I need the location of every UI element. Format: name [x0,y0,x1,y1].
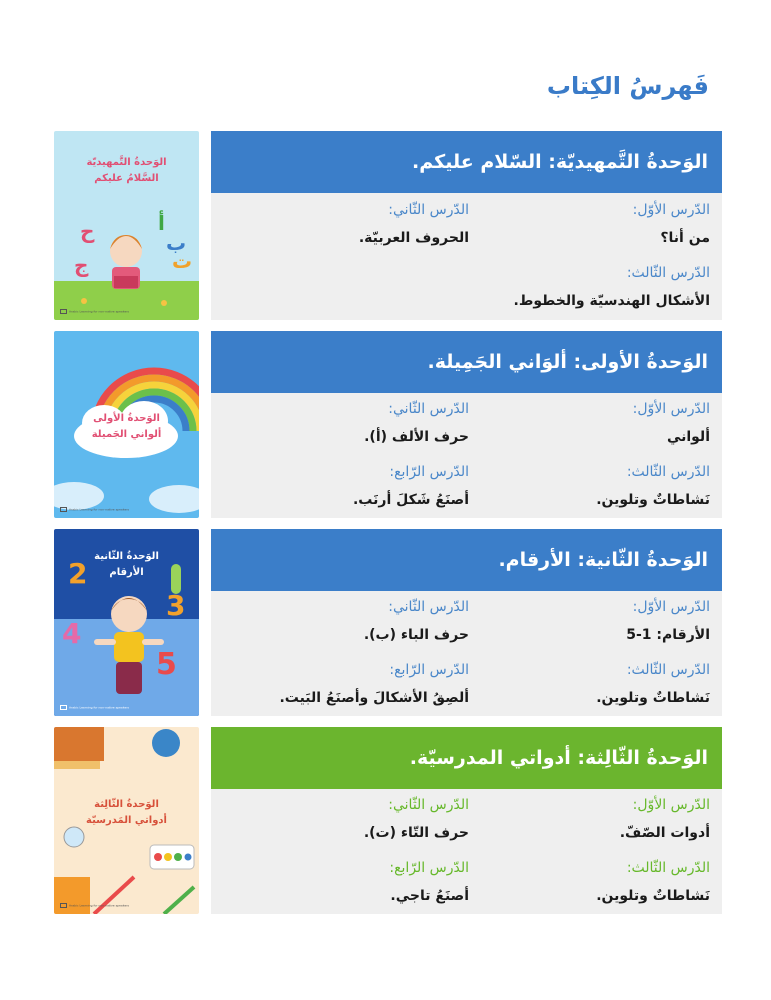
lesson-2 [239,796,469,843]
lesson-label: الدّرس الثّالث: [626,860,710,876]
lesson-label: الدّرس الأوّل: [632,599,710,615]
lesson-3 [480,463,710,510]
lesson-value: نَشاطاتٌ وتلوين. [596,888,710,904]
lesson-1 [480,201,710,248]
lesson-value: الحروف العربيّة. [358,230,469,246]
lesson-3 [480,264,710,311]
unit-3-title: الوَحدةُ الثّالِثة: أدواتي المدرسيّة. [211,727,722,789]
lesson-value: حرف التّاء (ت). [363,825,469,841]
lesson-label: الدّرس الثّاني: [388,401,469,417]
lesson-value: الأرقام: 1-5 [626,627,710,643]
unit-1 [54,331,722,518]
unit-2-title: الوَحدةُ الثّانية: الأرقام. [211,529,722,591]
cover-3 [54,727,199,914]
cover-footer: Arabic Learning for non-native speakers [60,309,129,314]
cover-letter-ha: ح [80,219,95,243]
lesson-value: أصنَعُ تاجي. [390,888,469,904]
unit-1-panel [211,331,722,518]
lesson-value: من أنا؟ [660,230,710,246]
cover-footer: Arabic Learning for non-native speakers [60,903,129,908]
cover-3-title-2: أدواتي المَدرسيّة [86,815,167,826]
lesson-1 [480,400,710,447]
unit-intro-title: الوَحدةُ التَّمهيديّة: السّلام عليكم. [211,131,722,193]
lesson-value: أدوات الصّفّ. [619,825,710,841]
unit-intro-panel [211,131,722,320]
lesson-value: ألصِقُ الأشكالَ وأصنَعُ البَيت. [279,690,469,706]
cover-intro-title-1: الوَحدةُ التَّمهيديّة [86,157,167,168]
lesson-label: الدّرس الثّاني: [388,599,469,615]
cover-1 [54,331,199,518]
unit-2 [54,529,722,716]
lesson-value: حرف الباء (ب). [363,627,469,643]
cover-letter-ba: ب [166,231,187,255]
unit-3-panel [211,727,722,914]
lesson-label: الدّرس الثّاني: [388,202,469,218]
cover-footer: Arabic Learning for non-native speakers [60,705,129,710]
lesson-4 [239,859,469,906]
cover-number-2: 2 [68,557,88,590]
cover-1-title-1: الوَحدةُ الأولى [93,413,160,424]
cover-2-title-1: الوَحدةُ الثّانية [94,551,159,562]
page-title: فَهرسُ الكِتاب [546,72,709,100]
lesson-3 [480,859,710,906]
lesson-label: الدّرس الرّابع: [389,464,469,480]
cover-letter-alef: أ [158,211,165,235]
lesson-value: ألواني [666,429,710,445]
cover-number-4: 4 [62,617,82,650]
unit-intro [54,131,722,320]
lesson-2 [239,400,469,447]
lesson-1 [480,598,710,645]
lesson-value: الأشكال الهندسيّة والخطوط. [513,293,710,309]
lesson-value: نَشاطاتٌ وتلوين. [596,492,710,508]
cover-2-title-2: الأرقام [109,567,144,578]
lesson-value: نَشاطاتٌ وتلوين. [596,690,710,706]
cover-2 [54,529,199,716]
cover-letter-jim: ج [74,253,89,277]
cover-footer: Arabic Learning for non-native speakers [60,507,129,512]
lesson-value: أصنَعُ شَكلَ أرنَب. [352,492,469,508]
lesson-2 [239,201,469,248]
lesson-3 [480,661,710,708]
lesson-1 [480,796,710,843]
lesson-label: الدّرس الرّابع: [389,662,469,678]
lesson-4 [239,463,469,510]
cover-3-title-1: الوَحدةُ الثّالِثة [94,799,159,810]
lesson-label: الدّرس الثّالث: [626,464,710,480]
unit-3 [54,727,722,914]
lesson-label: الدّرس الثّالث: [626,662,710,678]
lesson-label: الدّرس الثّاني: [388,797,469,813]
lesson-label: الدّرس الأوّل: [632,202,710,218]
lesson-label: الدّرس الرّابع: [389,860,469,876]
cover-intro-title-2: السَّلامُ عليكم [94,173,159,184]
unit-1-title: الوَحدةُ الأولى: ألوَاني الجَمِيلة. [211,331,722,393]
unit-2-panel [211,529,722,716]
lesson-label: الدّرس الأوّل: [632,797,710,813]
cover-letter-ta: ت [172,249,193,273]
lesson-4 [239,661,469,708]
lesson-value: حرف الألف (أ). [364,429,469,445]
lesson-2 [239,598,469,645]
cover-1-title-2: ألواني الجَميلة [91,429,162,440]
lesson-label: الدّرس الأوّل: [632,401,710,417]
cover-number-3: 3 [166,589,186,622]
cover-number-5: 5 [156,647,177,682]
lesson-label: الدّرس الثّالث: [626,265,710,281]
cover-intro [54,131,199,320]
